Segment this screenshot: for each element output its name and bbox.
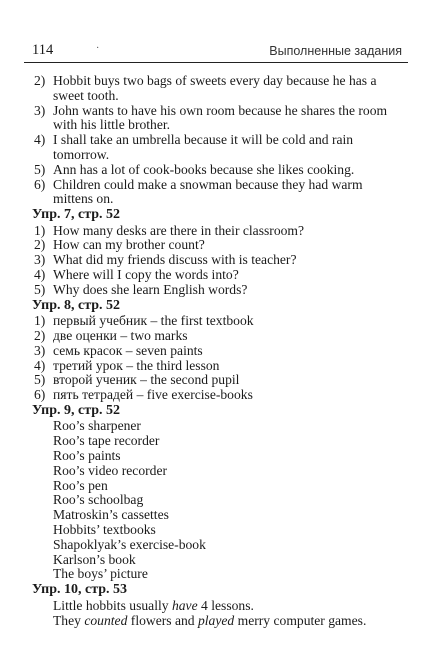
running-title: Выполненные задания (269, 44, 402, 58)
list-item: 1) How many desks are there in their classroom? (34, 222, 305, 238)
list-item: Roo’s pen (53, 477, 108, 493)
exercise-heading: Упр. 8, стр. 52 (32, 297, 121, 313)
list-item: 5) Why does she learn English words? (34, 281, 248, 297)
list-item: 2) Hobbit buys two bags of sweets every day because he has a (34, 73, 377, 88)
exercise-heading: Упр. 10, стр. 53 (32, 582, 128, 598)
list-item: 2) How can my brother count? (34, 237, 205, 253)
list-item: The boys’ picture (53, 566, 148, 582)
list-item-continuation: tomorrow. (53, 146, 110, 162)
page-content (34, 74, 406, 628)
list-item: Karlson’s book (53, 551, 136, 567)
list-item: 4) I shall take an umbrella because it will be cold and rain (34, 132, 354, 148)
list-item: Roo’s sharpener (53, 418, 141, 434)
page-number: 114 (32, 42, 54, 58)
list-item: Roo’s schoolbag (53, 492, 144, 508)
exercise-9 (34, 403, 406, 582)
list-item: 4) Where will I copy the words into? (34, 267, 239, 283)
header-dot: · (96, 43, 100, 54)
exercise-10 (34, 582, 406, 628)
list-item: 3) семь красок – seven paints (34, 342, 203, 358)
list-item: Roo’s tape recorder (53, 433, 160, 449)
list-item: 6) Children could make a snowman because they had warm (34, 176, 363, 192)
list-item: 1) первый учебник – the first textbook (34, 313, 254, 329)
list-item: Matroskin’s cassettes (53, 507, 169, 523)
exercise-8 (34, 298, 406, 403)
sentence-line: Little hobbits usually have 4 lessons. (53, 597, 254, 613)
exercise-heading: Упр. 7, стр. 52 (32, 207, 121, 223)
list-item-continuation: mittens on. (53, 191, 114, 207)
section-top (34, 74, 406, 207)
list-item: Roo’s paints (53, 448, 121, 464)
list-item: Hobbits’ textbooks (53, 522, 156, 538)
exercise-heading: Упр. 9, стр. 52 (32, 402, 121, 418)
list-item: 5) второй ученик – the second pupil (34, 372, 240, 388)
list-item: 4) третий урок – the third lesson (34, 357, 220, 373)
list-item: 3) John wants to have his own room because he shares the room (34, 102, 388, 118)
list-item: 2) две оценки – two marks (34, 327, 188, 343)
list-item: 3) What did my friends discuss with is teacher? (34, 252, 297, 268)
exercise-7 (34, 207, 406, 297)
list-item: 5) Ann has a lot of cook-books because she likes cooking. (34, 161, 355, 177)
list-item-continuation: sweet tooth. (53, 87, 119, 103)
list-item: Roo’s video recorder (53, 462, 167, 478)
list-item: Shapoklyak’s exercise-book (53, 536, 206, 552)
running-header (24, 42, 408, 63)
list-item-continuation: with his little brother. (53, 117, 171, 133)
sentence-line: They counted flowers and played merry computer games. (53, 612, 367, 628)
list-item: 6) пять тетрадей – five exercise-books (34, 387, 253, 403)
